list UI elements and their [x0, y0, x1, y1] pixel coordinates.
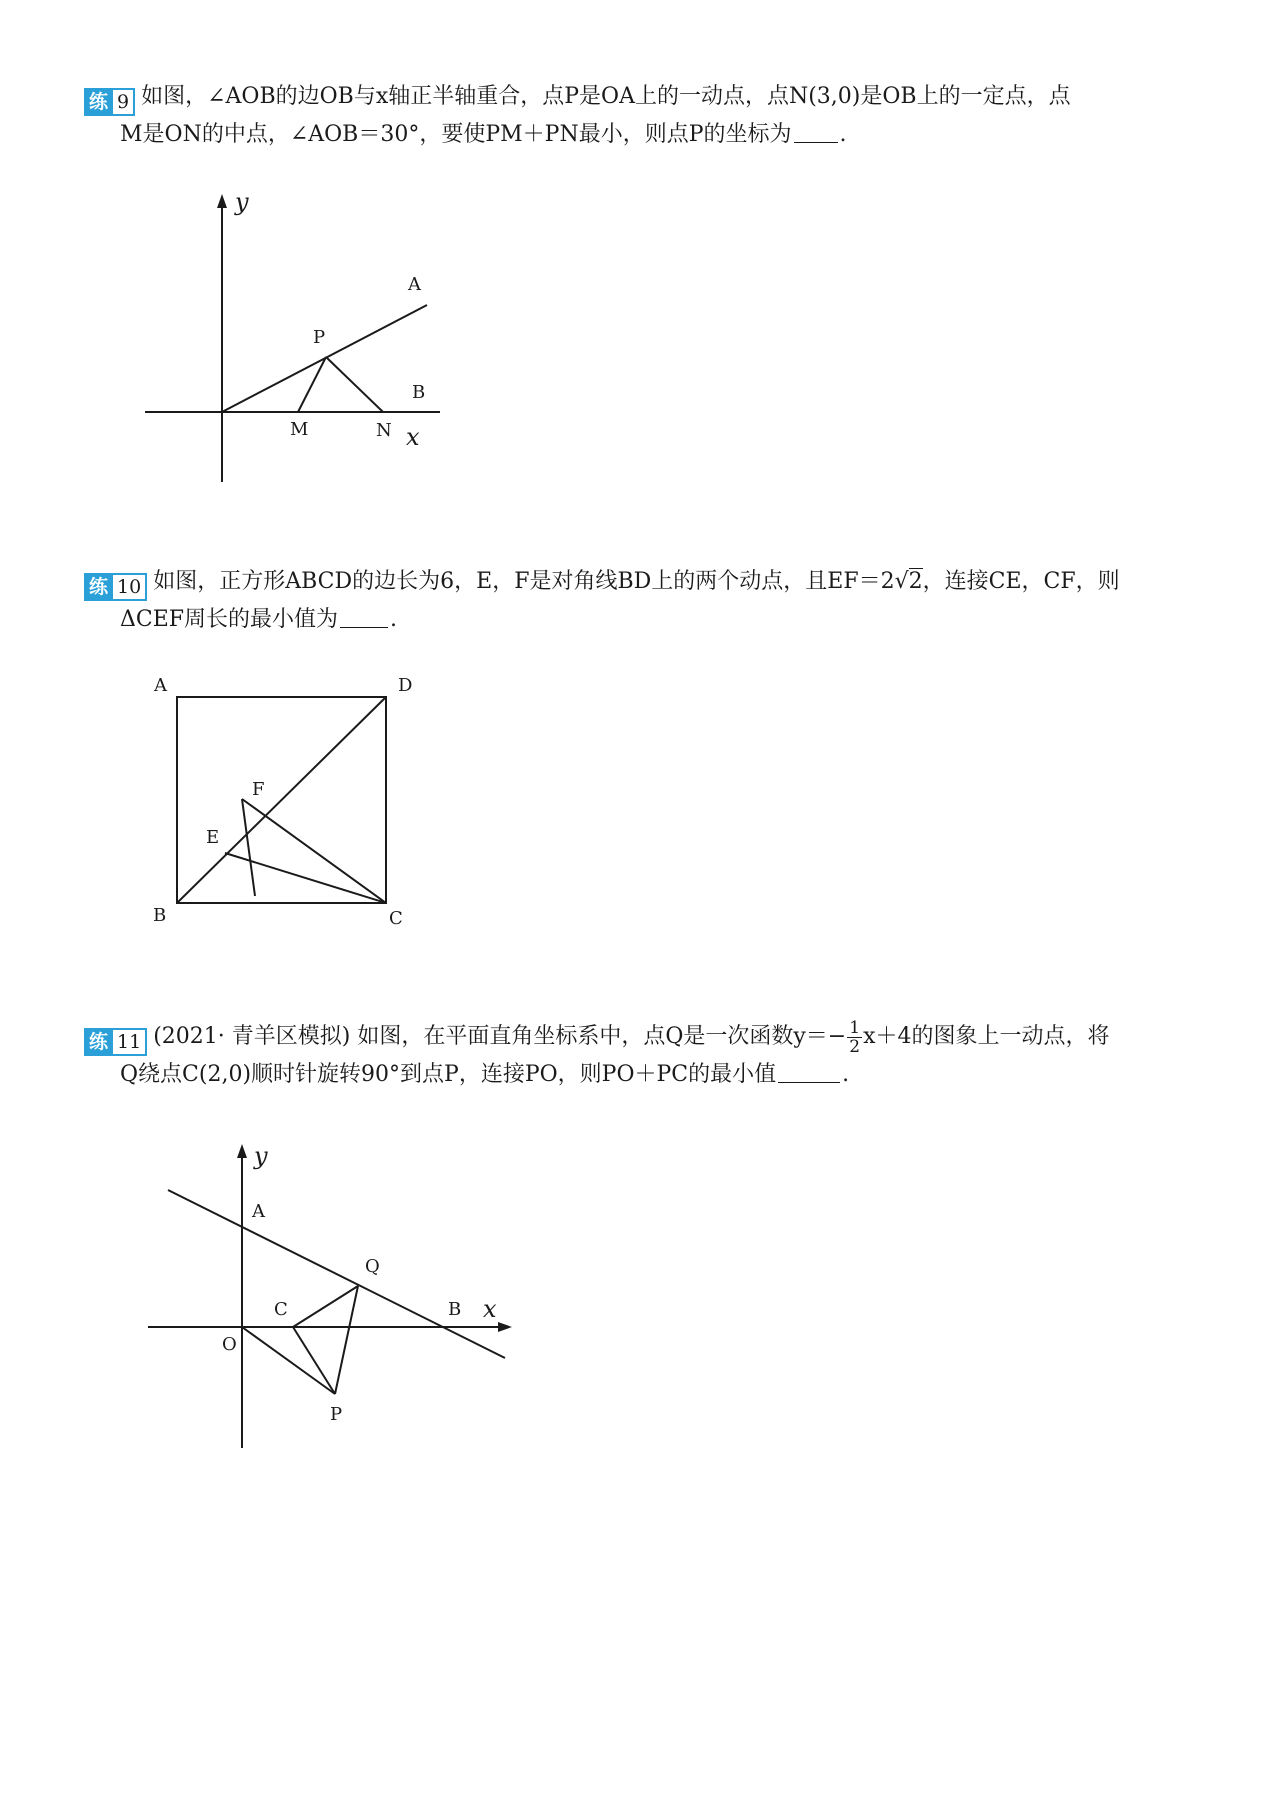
label-a: A [154, 675, 167, 696]
label-x: x [483, 1295, 497, 1323]
answer-blank [778, 1060, 840, 1083]
answer-blank [340, 605, 388, 628]
problem-10-line1: 练 10 如图，正方形ABCD的边长为6，E，F是对角线BD上的两个动点，且EF＝2√2，连接CE，CF，则 [84, 563, 1204, 601]
label-o: O [222, 1334, 237, 1355]
segment-ec [225, 853, 386, 903]
label-a: A [252, 1201, 265, 1222]
diagonal-bd [177, 697, 386, 903]
label-c: C [389, 908, 403, 929]
problem-10-line2: ΔCEF周长的最小值为 . [120, 607, 398, 632]
label-e: E [206, 827, 220, 848]
label-d: D [398, 675, 413, 696]
exercise-badge: 练 10 [84, 573, 147, 601]
exercise-badge: 练 11 [84, 1028, 147, 1056]
problem-11-line2: Q绕点C(2,0)顺时针旋转90°到点P，连接PO，则PO＋PC的最小值 . [120, 1062, 850, 1087]
label-b: B [153, 905, 167, 926]
label-c: C [274, 1299, 288, 1320]
label-q: Q [365, 1256, 380, 1277]
figure-9 [140, 190, 500, 494]
label-y: y [235, 190, 249, 216]
label-b: B [448, 1299, 462, 1320]
segment-cq [293, 1286, 358, 1327]
segment-qp [335, 1286, 358, 1394]
problem-11-line1: 练 11 (2021· 青羊区模拟) 如图，在平面直角坐标系中，点Q是一次函数y＝− $\frac{1}{2}$ x＋4的图象上一动点，将 [84, 1018, 1204, 1056]
line-ab [168, 1190, 505, 1358]
label-x: x [406, 423, 420, 451]
segment-fc [242, 799, 386, 903]
segment-op [242, 1327, 335, 1394]
label-a: A [408, 274, 421, 295]
figure-11 [140, 1140, 520, 1464]
fraction: $\frac{1}{2}$ [849, 1017, 861, 1057]
problem-9-line2: M是ON的中点，∠AOB＝30°，要使PM＋PN最小，则点P的坐标为 . [120, 122, 847, 147]
label-y: y [254, 1142, 268, 1170]
label-b: B [412, 382, 426, 403]
answer-blank [794, 120, 838, 143]
problem-11 [84, 1018, 1204, 1094]
label-n: N [376, 420, 392, 441]
sqrt-symbol: √ [894, 569, 909, 594]
label-p: P [330, 1404, 343, 1425]
problem-9-line1: 练 9 如图，∠AOB的边OB与x轴正半轴重合，点P是OA上的一动点，点N(3,0)是OB上的一定点，点 [84, 78, 1204, 116]
problem-10 [84, 563, 1204, 639]
label-m: M [290, 419, 309, 440]
figure-10 [140, 668, 440, 942]
x-axis-arrow [498, 1322, 512, 1332]
segment-cp [293, 1327, 335, 1394]
y-axis-arrow [217, 194, 227, 208]
label-p: P [313, 327, 326, 348]
y-axis-arrow [237, 1144, 247, 1158]
exercise-badge: 练 9 [84, 88, 135, 116]
problem-9 [84, 78, 1204, 154]
label-f: F [252, 779, 265, 800]
segment-pn [326, 357, 383, 412]
segment-cf [242, 799, 255, 896]
